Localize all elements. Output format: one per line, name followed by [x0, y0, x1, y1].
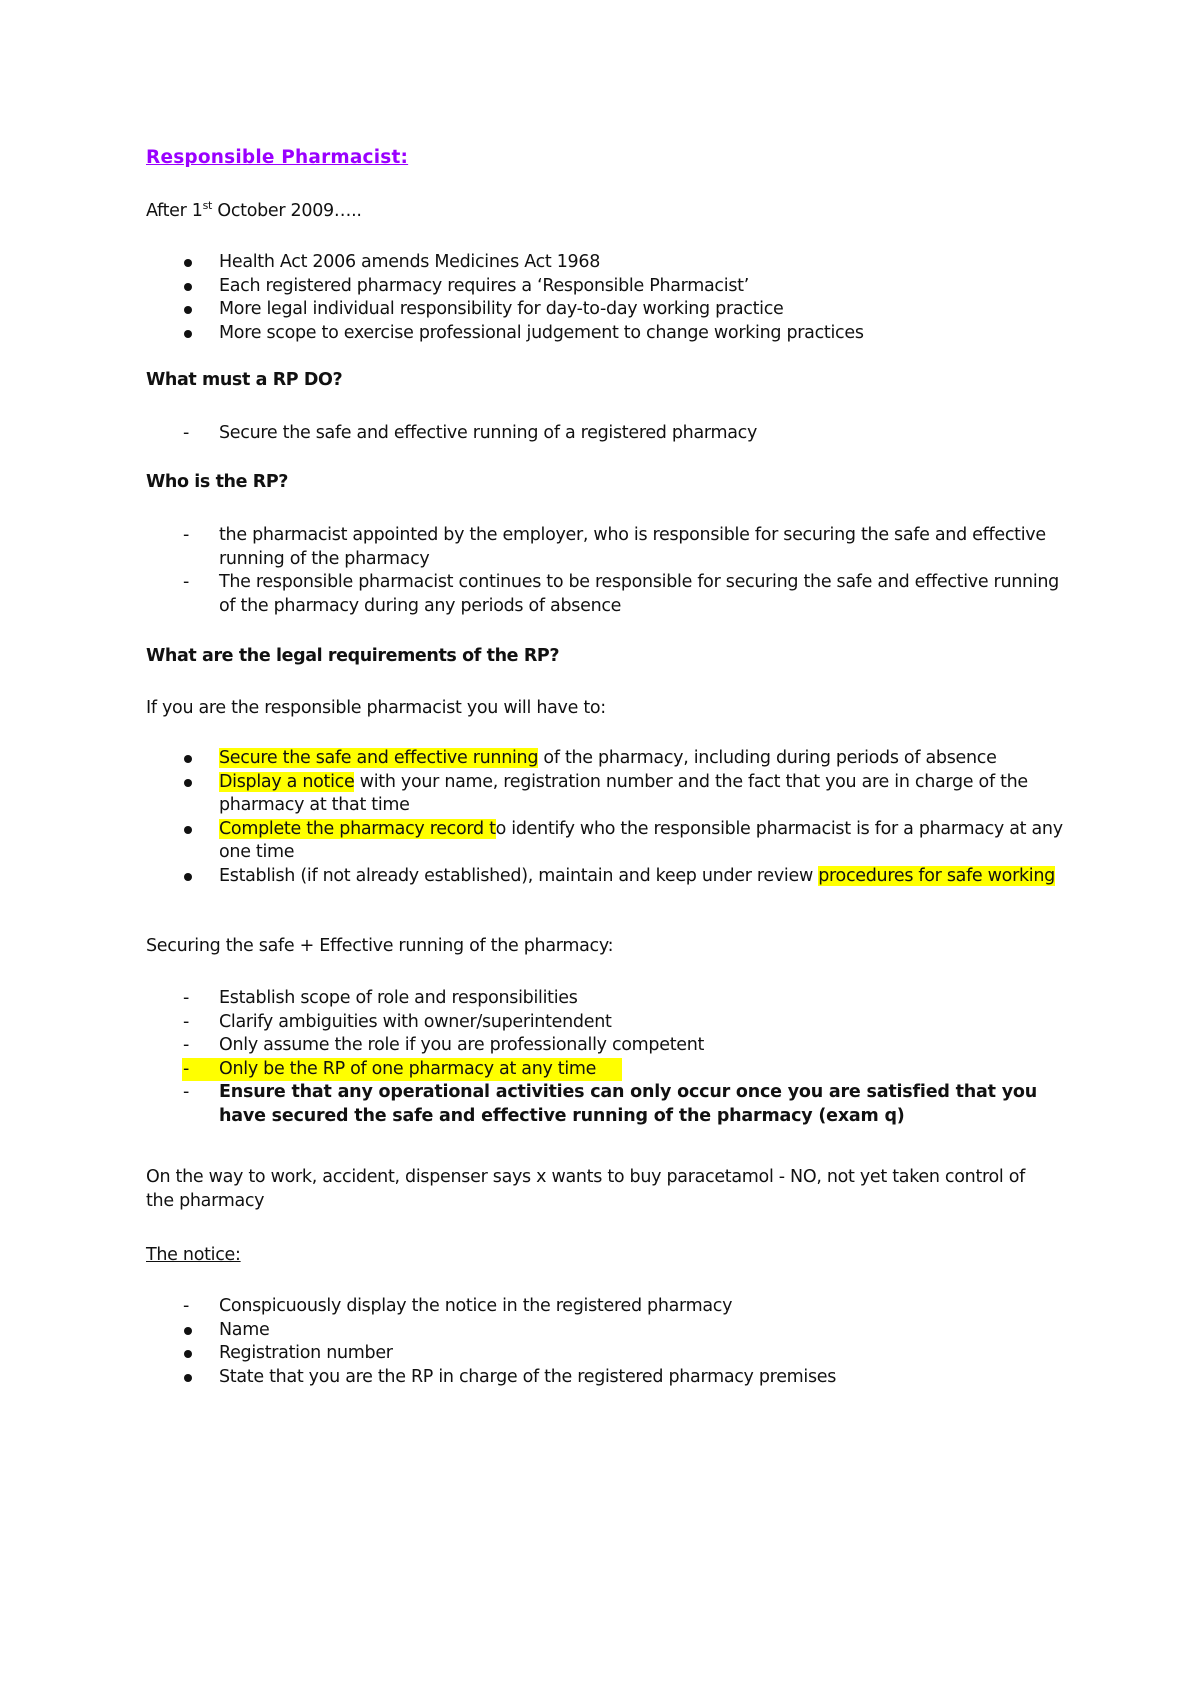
bullet-icon — [183, 818, 203, 842]
bullet-icon — [183, 1342, 203, 1366]
list-item: - the pharmacist appointed by the employer, who is responsible for securing the safe and effective running of the pharmacy — [183, 525, 1046, 569]
bullet-icon — [183, 251, 203, 275]
intro-prefix: After 1 — [146, 201, 203, 221]
dash-marker: - — [183, 1082, 190, 1102]
list-item: State that you are the RP in charge of the registered pharmacy premises — [146, 1366, 1076, 1390]
bullet-icon — [183, 275, 203, 299]
securing-lead: Securing the safe + Effective running of the pharmacy: — [146, 936, 614, 956]
securing-list — [146, 987, 1066, 1128]
list-item: Name — [146, 1319, 1076, 1343]
highlighted-text: Complete the pharmacy record t — [219, 818, 496, 839]
who-is-rp-list — [146, 524, 1066, 618]
dash-marker: - — [183, 525, 190, 545]
dash-marker: - — [183, 1011, 190, 1032]
dash-marker: - — [183, 1296, 190, 1316]
list-item: Complete the pharmacy record to identify who the responsible pharmacist is for a pharmacy at any one time — [146, 818, 1066, 865]
list-item: - Conspicuously display the notice in the registered pharmacy — [146, 1295, 1076, 1319]
list-item: Registration number — [146, 1342, 1076, 1366]
bullet-icon — [183, 747, 203, 771]
legal-lead: If you are the responsible pharmacist you will have to: — [146, 698, 606, 718]
rp-do-list — [146, 422, 1076, 446]
intro-line — [146, 200, 1076, 224]
list-item-highlighted: - Only be the RP of one pharmacy at any time — [146, 1058, 1066, 1082]
list-item: More legal individual responsibility for day-to-day working practice — [146, 298, 1076, 322]
list-item: - Establish scope of role and responsibilities — [146, 987, 1066, 1011]
list-item: Health Act 2006 amends Medicines Act 1968 — [146, 251, 1076, 275]
dash-marker: - — [183, 988, 190, 1008]
intro-superscript: st — [202, 199, 213, 213]
dash-marker: - — [183, 1058, 190, 1079]
list-item-bold: - Ensure that any operational activities can only occur once you are satisfied that you have secured the safe and effective running of the pharmacy (exam q) — [183, 1082, 1037, 1126]
list-item: - The responsible pharmacist continues to be responsible for securing the safe and effective running of the pharmacy during any periods of absence — [183, 572, 1059, 616]
list-item: Establish (if not already established), maintain and keep under review procedures for safe working — [146, 865, 1066, 889]
dash-marker: - — [183, 1035, 190, 1055]
list-item: - Clarify ambiguities with owner/superintendent — [146, 1011, 1066, 1035]
heading-legal-requirements: What are the legal requirements of the RP? — [146, 646, 560, 666]
bullet-icon — [183, 322, 203, 346]
highlighted-text: Display a notice — [219, 771, 355, 792]
page-title: Responsible Pharmacist: — [146, 147, 409, 168]
heading-what-must-rp-do: What must a RP DO? — [146, 370, 343, 390]
intro-bullet-list — [146, 251, 1076, 345]
list-item: Display a notice with your name, registration number and the fact that you are in charge of the pharmacy at that time — [146, 771, 1066, 818]
highlighted-text: procedures for safe working — [818, 865, 1055, 886]
dash-marker: - — [183, 423, 190, 443]
bullet-icon — [183, 1366, 203, 1390]
notice-list — [146, 1295, 1076, 1389]
bullet-icon — [183, 298, 203, 322]
dash-marker: - — [183, 572, 190, 592]
intro-suffix: October 2009….. — [212, 201, 362, 221]
highlighted-text: Secure the safe and effective running — [219, 748, 539, 768]
bullet-icon — [183, 865, 203, 889]
example-note: On the way to work, accident, dispenser says x wants to buy paracetamol - NO, not yet taken control of the pharmacy — [146, 1167, 1026, 1211]
bullet-icon — [183, 1319, 203, 1343]
list-item: Secure the safe and effective running of the pharmacy, including during periods of absence — [146, 747, 1066, 771]
list-item: - Secure the safe and effective running of a registered pharmacy — [146, 422, 1076, 446]
list-item: - Only assume the role if you are professionally competent — [146, 1034, 1066, 1058]
heading-who-is-rp: Who is the RP? — [146, 472, 289, 492]
bullet-icon — [183, 771, 203, 795]
legal-requirements-list — [146, 747, 1066, 888]
list-item: More scope to exercise professional judgement to change working practices — [146, 322, 1076, 346]
list-item: Each registered pharmacy requires a ‘Responsible Pharmacist’ — [146, 275, 1076, 299]
heading-the-notice: The notice: — [146, 1245, 241, 1265]
